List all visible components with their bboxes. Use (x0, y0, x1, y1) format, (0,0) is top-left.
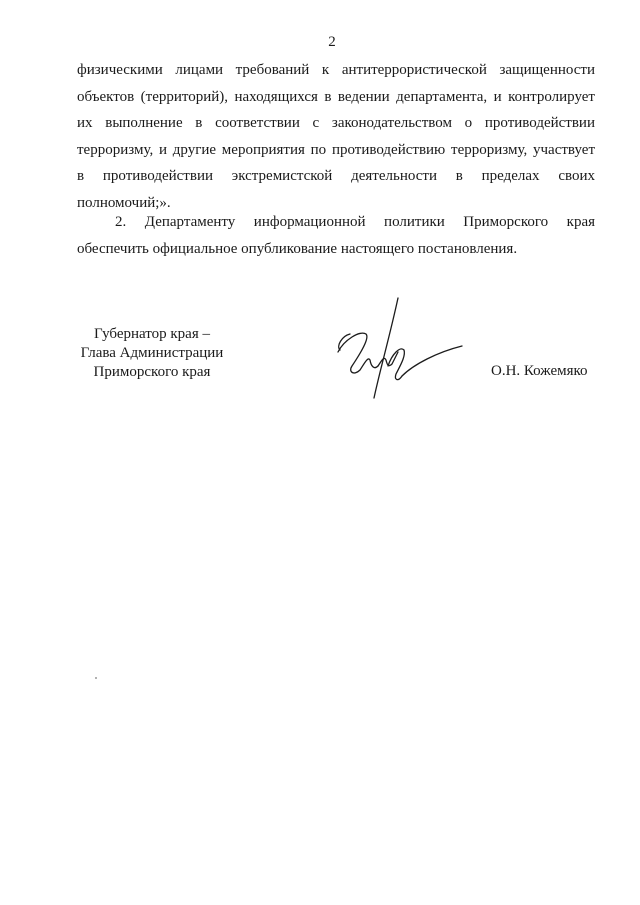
paragraph-2 (77, 209, 595, 262)
signatory-title-line-1: Губернатор края – (94, 326, 210, 342)
paragraph-1-line-2: объектов (территорий), находящихся в ведении департамента, и контролирует (77, 88, 595, 105)
scan-speck (95, 677, 97, 679)
paragraph-1-line-4: терроризму, и другие мероприятия по противодействию терроризму, участвует (77, 141, 595, 158)
paragraph-1-line-6: полномочий;». (77, 194, 171, 211)
paragraph-1-line-5: в противодействии экстремистской деятельности в пределах своих (77, 168, 595, 185)
signatory-title-line-3: Приморского края (93, 364, 211, 380)
page-number: 2 (328, 34, 336, 50)
paragraph-2-line-2: обеспечить официальное опубликование настоящего постановления. (77, 240, 518, 257)
paragraph-2-line-1: 2. Департаменту информационной политики Приморского края (115, 214, 595, 230)
paragraph-1 (77, 57, 595, 217)
signatory-title-line-2: Глава Администрации (80, 345, 224, 361)
signatory-title-block (77, 325, 227, 382)
signatory-name: О.Н. Кожемяко (491, 363, 588, 379)
handwritten-signature (330, 290, 470, 400)
paragraph-1-line-3: их выполнение в соответствии с законодательством о противодействии (77, 115, 595, 132)
paragraph-1-line-1: физическими лицами требований к антитеррористической защищенности (77, 62, 595, 78)
